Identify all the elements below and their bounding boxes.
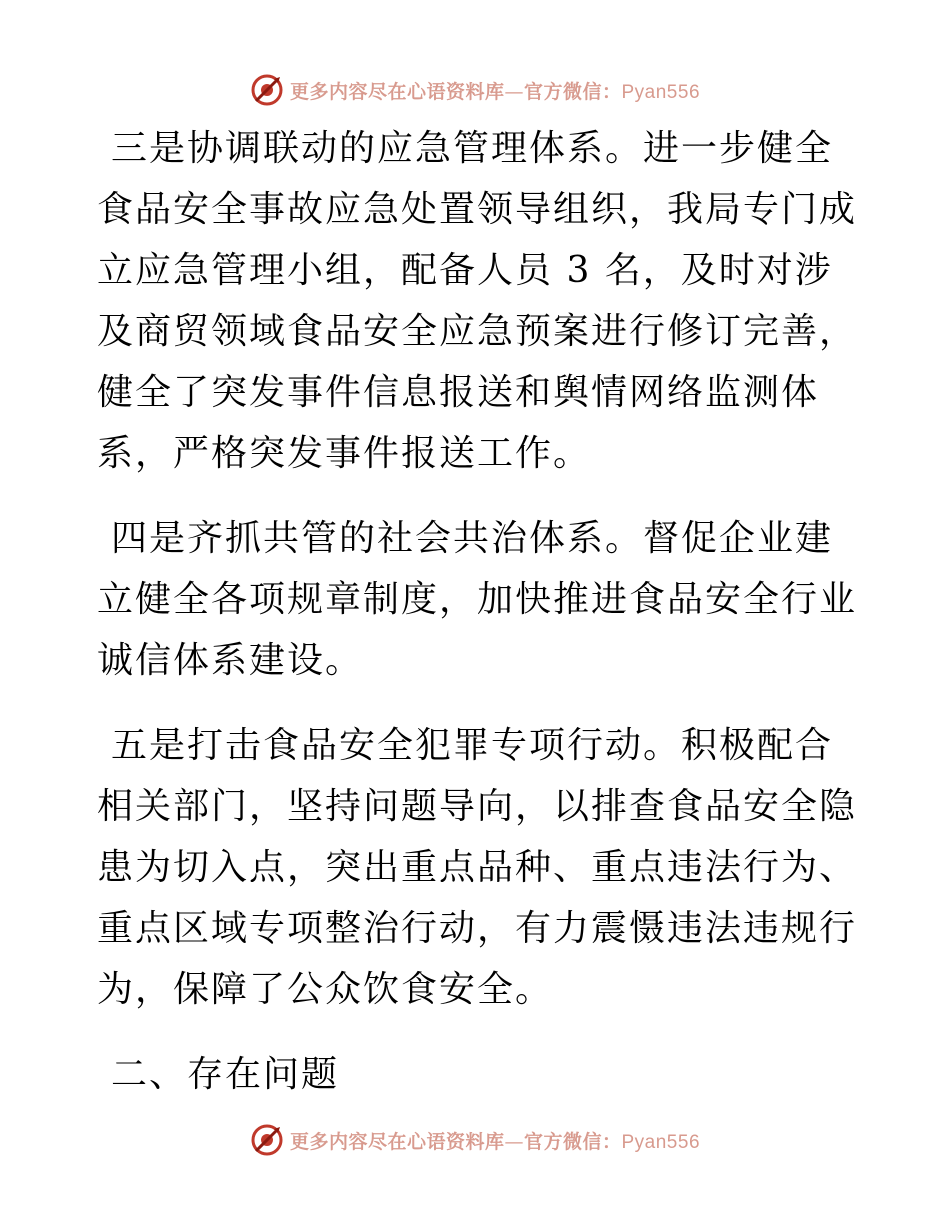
paragraph-emergency-management: 三是协调联动的应急管理体系。进一步健全食品安全事故应急处置领导组织，我局专门成立应急管理小组，配备人员 3 名，及时对涉及商贸领域食品安全应急预案进行修订完善，健全了突发事件信息报送和舆情网络监测体系，严格突发事件报送工作。 xyxy=(97,128,858,474)
footer-watermark xyxy=(0,1120,950,1160)
watermark-wechat-label: 官方微信： xyxy=(523,80,622,103)
watermark-site-text: 更多内容尽在心语资料库 xyxy=(289,80,505,103)
watermark-separator: — xyxy=(504,1130,524,1153)
watermark-site-text: 更多内容尽在心语资料库 xyxy=(289,1130,505,1153)
watermark-text xyxy=(290,77,700,104)
paragraph-crime-crackdown: 五是打击食品安全犯罪专项行动。积极配合相关部门，坚持问题导向，以排查食品安全隐患为切入点，突出重点品种、重点违法行为、重点区域专项整治行动，有力震慑违法违规行为，保障了公众饮食安全。 xyxy=(97,725,858,1010)
header-watermark xyxy=(0,70,950,110)
watermark-wechat-id: Pyan556 xyxy=(621,1131,701,1153)
logo-icon xyxy=(250,1123,284,1157)
logo-icon xyxy=(250,73,284,107)
watermark-wechat-id: Pyan556 xyxy=(621,81,701,103)
watermark-wechat-label: 官方微信： xyxy=(523,1130,622,1153)
watermark-text xyxy=(290,1127,700,1154)
watermark-separator: — xyxy=(504,80,524,103)
document-body xyxy=(97,118,857,1105)
paragraph-social-governance: 四是齐抓共管的社会共治体系。督促企业建立健全各项规章制度，加快推进食品安全行业诚信体系建设。 xyxy=(97,518,858,681)
section-heading: 二、存在问题 xyxy=(111,1054,340,1095)
